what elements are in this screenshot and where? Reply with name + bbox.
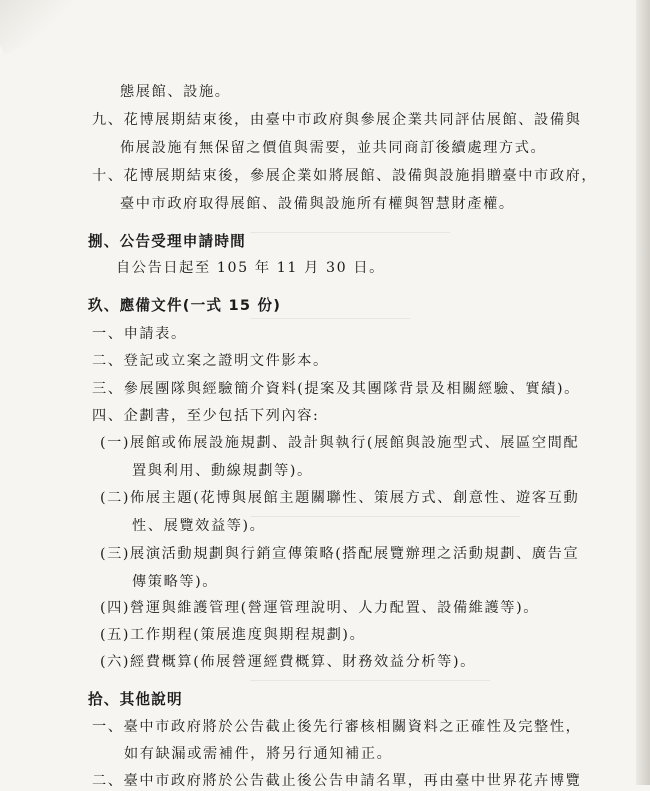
sub-item: (四)營運與維護管理(營運管理說明、人力配置、設備維護等)。 bbox=[100, 600, 540, 616]
bleed-through-mark bbox=[250, 318, 410, 319]
list-item: 一、申請表。 bbox=[92, 326, 187, 342]
list-item: 三、參展團隊與經驗簡介資料(提案及其團隊背景及相關經驗、實績)。 bbox=[92, 381, 580, 397]
body-line: 臺中市政府取得展館、設備與設施所有權與智慧財產權。 bbox=[120, 196, 515, 212]
list-item-continued: 如有缺漏或需補件，將另行通知補正。 bbox=[124, 746, 393, 762]
sub-item: (六)經費概算(佈展營運經費概算、財務效益分析等)。 bbox=[100, 654, 476, 670]
scan-edge bbox=[636, 0, 650, 785]
section-heading: 拾、其他說明 bbox=[88, 691, 183, 708]
section-heading: 玖、應備文件(一式 15 份) bbox=[88, 297, 282, 314]
list-item: 二、登記或立案之證明文件影本。 bbox=[92, 353, 329, 369]
body-line: 自公告日起至 105 年 11 月 30 日。 bbox=[116, 260, 385, 276]
list-item: 四、企劃書，至少包括下列內容: bbox=[92, 408, 320, 424]
body-line: 九、花博展期結束後，由臺中市政府與參展企業共同評估展館、設備與 bbox=[92, 112, 582, 128]
sub-item: (三)展演活動規劃與行銷宣傳策略(搭配展覽辦理之活動規劃、廣告宣 bbox=[100, 546, 580, 562]
section-heading: 捌、公告受理申請時間 bbox=[88, 233, 246, 250]
sub-item: (五)工作期程(策展進度與期程規劃)。 bbox=[100, 627, 366, 643]
bleed-through-mark bbox=[250, 516, 520, 517]
bleed-through-mark bbox=[250, 232, 450, 233]
body-line: 態展館、設施。 bbox=[120, 84, 231, 100]
sub-item: (二)佈展主題(花博與展館主題關聯性、策展方式、創意性、遊客互動 bbox=[100, 490, 580, 506]
body-line: 佈展設施有無保留之價值與需要，並共同商訂後續處理方式。 bbox=[120, 140, 547, 156]
list-item: 二、臺中市政府將於公告截止後公告申請名單，再由臺中世界花卉博覽 bbox=[92, 773, 582, 789]
body-line: 十、花博展期結束後，參展企業如將展館、設備與設施捐贈臺中市政府， bbox=[92, 168, 598, 184]
list-item: 一、臺中市政府將於公告截止後先行審核相關資料之正確性及完整性， bbox=[92, 719, 582, 735]
sub-item-continued: 傳策略等)。 bbox=[132, 574, 219, 590]
sub-item-continued: 性、展覽效益等)。 bbox=[132, 518, 266, 534]
bleed-through-mark bbox=[250, 680, 490, 681]
sub-item: (一)展館或佈展設施規劃、設計與執行(展館與設施型式、展區空間配 bbox=[100, 435, 580, 451]
page-fold-shadow bbox=[0, 0, 114, 55]
sub-item-continued: 置與利用、動線規劃等)。 bbox=[132, 463, 313, 479]
